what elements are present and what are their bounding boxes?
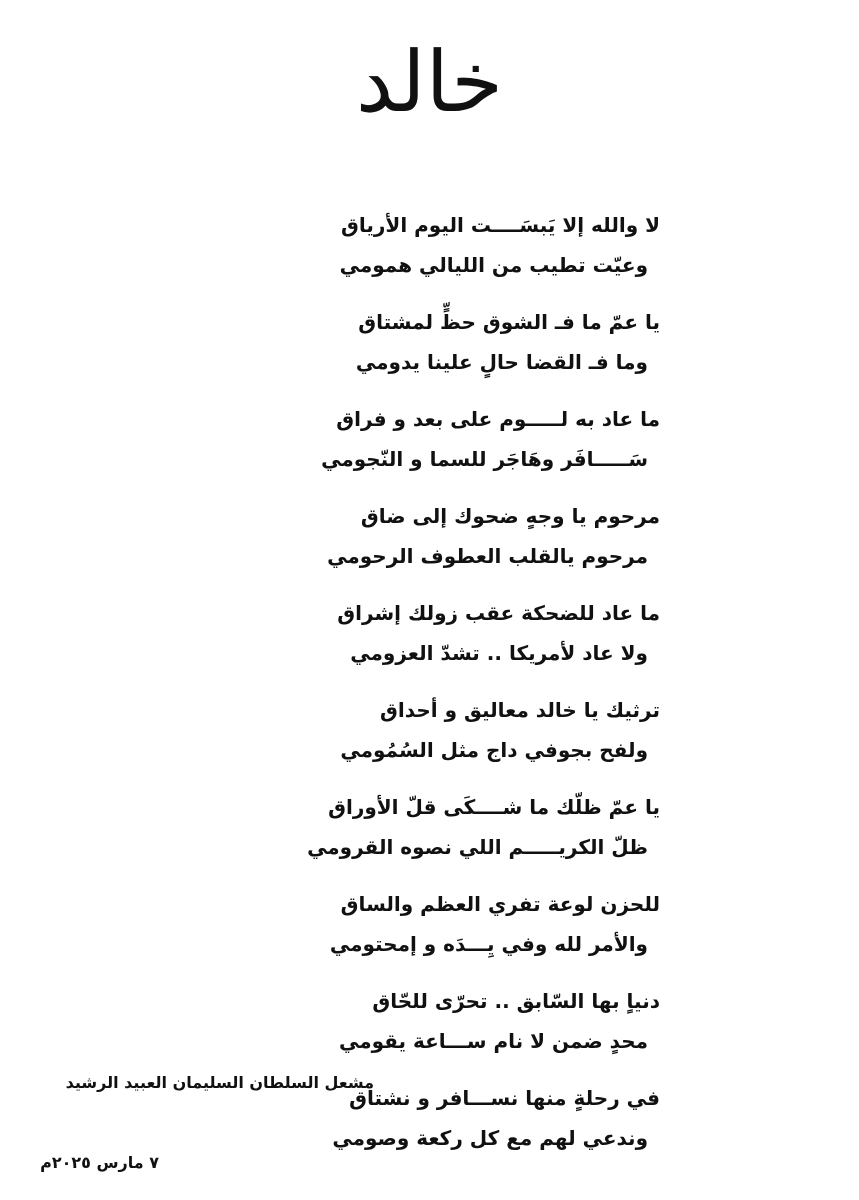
verse-line: وندعي لهم مع كل ركعة وصومي — [332, 1126, 648, 1150]
verse-line: ولفح بجوفي داج مثل السُمُومي — [340, 738, 648, 762]
page-title: خالد — [355, 33, 504, 131]
verse-line: ظلّ الكريـــــم اللي نصوه القرومي — [307, 835, 648, 859]
verse-line: في رحلةٍ منها نســـافر و نشتاق — [349, 1086, 660, 1110]
poem — [160, 205, 660, 1175]
verse-line: وما فـ القضا حالٍ علينا يدومي — [355, 350, 648, 374]
stanza — [160, 302, 660, 382]
verse-line: مرحوم يالقلب العطوف الرحومي — [327, 544, 648, 568]
verse-line: لا والله إلا يَبسَــــت اليوم الأرياق — [341, 213, 660, 237]
verse-line: ما عاد للضحكة عقب زولك إشراق — [337, 601, 660, 625]
verse-line: دنياٍ بها السّابق .. تحرّى للحّاق — [372, 989, 660, 1013]
verse-line: ما عاد به لـــــوم على بعد و فراق — [336, 407, 660, 431]
verse-line: للحزن لوعة تفري العظم والساق — [340, 892, 660, 916]
verse-line: سَـــــافَر وهَاجَر للسما و النّجومي — [321, 447, 648, 471]
stanza — [160, 690, 660, 770]
verse-line: ترثيك يا خالد معاليق و أحداق — [380, 698, 660, 722]
stanza — [160, 399, 660, 479]
verse-line: يا عمّ ما فـ الشوق حظٍّ لمشتاق — [358, 310, 660, 334]
stanza — [160, 593, 660, 673]
verse-line: مرحوم يا وجهٍ ضحوك إلى ضاق — [360, 504, 660, 528]
date: ٧ مارس ٢٠٢٥م — [40, 1153, 159, 1172]
stanza — [160, 496, 660, 576]
stanza — [160, 884, 660, 964]
verse-line: يا عمّ ظلّك ما شــــكَى قلّ الأوراق — [328, 795, 660, 819]
stanza — [160, 787, 660, 867]
verse-line: محدٍ ضمن لا نام ســـاعة يقومي — [338, 1029, 648, 1053]
author-name: مشعل السلطان السليمان العبيد الرشيد — [65, 1073, 374, 1092]
verse-line: ولا عاد لأمريكا .. تشدّ العزومي — [350, 641, 648, 665]
verse-line: والأمر لله وفي يِـــدَه و إمحتومي — [329, 932, 648, 956]
stanza — [160, 981, 660, 1061]
stanza — [160, 205, 660, 285]
verse-line: وعيّت تطيب من الليالي همومي — [339, 253, 648, 277]
